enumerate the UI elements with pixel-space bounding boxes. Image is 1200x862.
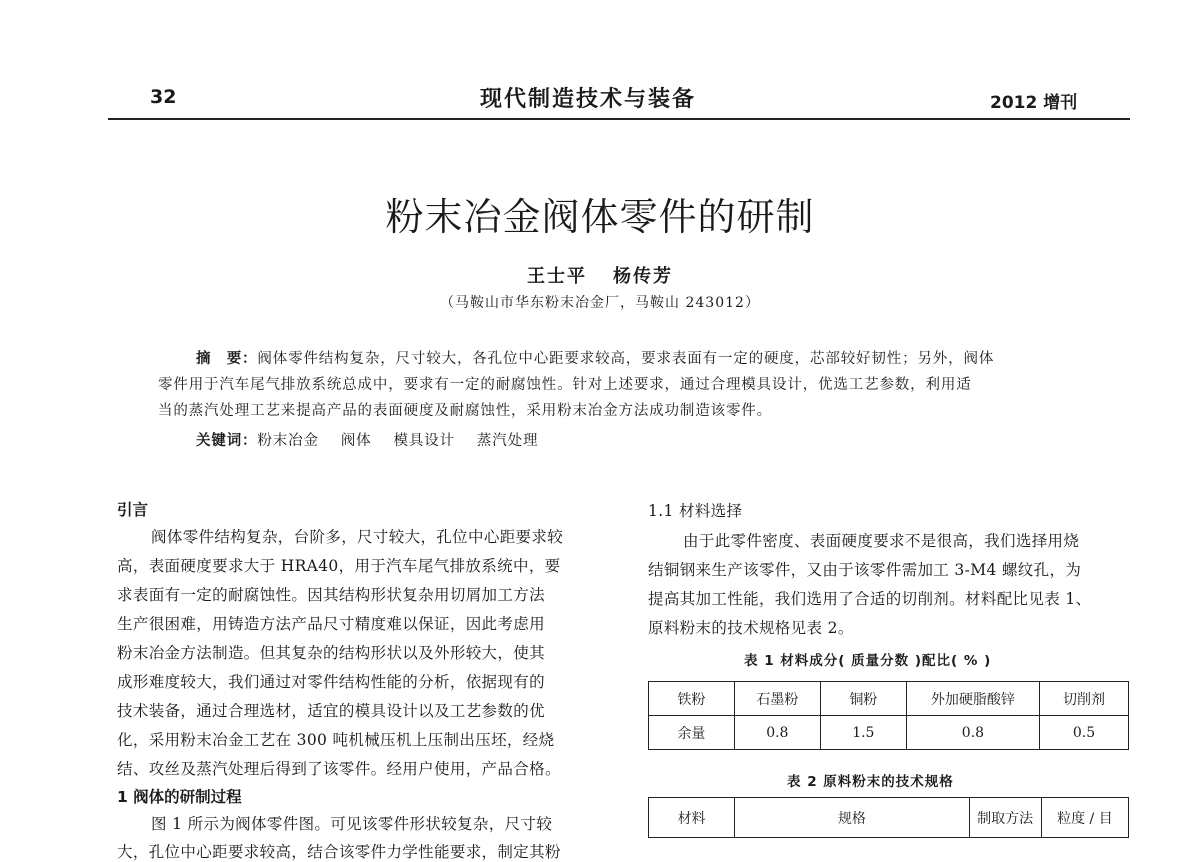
- intro-line-8: 化，采用粉末冶金工艺在 300 吨机械压机上压制出压坯，经烧: [117, 731, 555, 749]
- abstract-line-1: [196, 347, 994, 368]
- table-cell: 0.8: [734, 716, 820, 750]
- table2: [648, 797, 1129, 838]
- table-header-cell: 材料: [649, 798, 735, 838]
- table-cell: 余量: [649, 716, 735, 750]
- author-2: 杨传芳: [613, 266, 673, 287]
- intro-line-7: 技术装备，通过合理选材，适宜的模具设计以及工艺参数的优: [117, 702, 545, 720]
- abstract-line-2: 零件用于汽车尾气排放系统总成中，要求有一定的耐腐蚀性。针对上述要求，通过合理模具设计，优选工艺参数，利用适: [158, 377, 972, 393]
- abstract-line-3: 当的蒸汽处理工艺来提高产品的表面硬度及耐腐蚀性，采用粉末冶金方法成功制造该零件。: [158, 403, 772, 419]
- table-header-cell: 铁粉: [649, 682, 735, 716]
- page-number: 32: [150, 86, 177, 108]
- table-header-cell: 规格: [735, 798, 969, 838]
- intro-line-3: 求表面有一定的耐腐蚀性。因其结构形状复杂用切屑加工方法: [117, 586, 545, 604]
- table-header-cell: 石墨粉: [734, 682, 820, 716]
- table-cell: 0.8: [906, 716, 1039, 750]
- table1-caption: 表 1 材料成分( 质量分数 )配比( % ): [744, 653, 992, 669]
- keywords-line: [196, 429, 560, 450]
- header-rule: [108, 118, 1130, 120]
- article-title: 粉末冶金阀体零件的研制: [385, 195, 815, 239]
- section1-line-2: 大，孔位中心距要求较高，结合该零件力学性能要求，制定其粉: [117, 843, 561, 861]
- subsection-heading: 1.1 材料选择: [648, 502, 743, 520]
- intro-line-2: 高，表面硬度要求大于 HRA40，用于汽车尾气排放系统中，要: [117, 557, 561, 575]
- intro-line-1: 阀体零件结构复杂，台阶多，尺寸较大，孔位中心距要求较: [151, 528, 564, 546]
- affiliation: （马鞍山市华东粉末冶金厂，马鞍山 243012）: [440, 295, 760, 311]
- table-header-cell: 铜粉: [820, 682, 906, 716]
- table-header-cell: 切削剂: [1040, 682, 1129, 716]
- journal-name: 现代制造技术与装备: [480, 86, 697, 112]
- table-cell: 0.5: [1040, 716, 1129, 750]
- table-cell: 1.5: [820, 716, 906, 750]
- intro-heading: 引言: [117, 501, 149, 519]
- keyword-2: 阀体: [340, 433, 372, 449]
- table2-caption: 表 2 原料粉末的技术规格: [787, 774, 954, 790]
- intro-line-6: 成形难度较大，我们通过对零件结构性能的分析，依据现有的: [117, 673, 545, 691]
- section1-line-1: 图 1 所示为阀体零件图。可见该零件形状较复杂，尺寸较: [151, 815, 553, 833]
- keyword-4: 蒸汽处理: [476, 433, 539, 449]
- table-header-row: [649, 682, 1129, 716]
- table1: [648, 681, 1129, 750]
- intro-line-4: 生产很困难，用铸造方法产品尺寸精度难以保证，因此考虑用: [117, 615, 545, 633]
- table-header-cell: 粒度 / 目: [1041, 798, 1128, 838]
- intro-line-9: 结、攻丝及蒸汽处理后得到了该零件。经用户使用，产品合格。: [117, 760, 561, 778]
- keyword-3: 模具设计: [393, 433, 455, 449]
- keywords-label: 关键词：: [196, 433, 258, 449]
- keyword-1: 粉末冶金: [257, 433, 319, 449]
- section1-heading: 1 阀体的研制过程: [117, 788, 242, 806]
- table-row: [649, 716, 1129, 750]
- author-1: 王士平: [527, 266, 587, 287]
- material-line-2: 结铜钢来生产该零件，又由于该零件需加工 3-M4 螺纹孔，为: [648, 561, 1082, 579]
- material-line-4: 原料粉末的技术规格见表 2。: [648, 619, 854, 637]
- material-line-3: 提高其加工性能，我们选用了合适的切削剂。材料配比见表 1、: [648, 590, 1092, 608]
- table-header-row: [649, 798, 1129, 838]
- abstract-text-1: 阀体零件结构复杂，尺寸较大，各孔位中心距要求较高，要求表面有一定的硬度，芯部较好韧性；另外，阀体: [257, 351, 995, 367]
- issue-label: 2012 增刊: [990, 93, 1078, 113]
- material-line-1: 由于此零件密度、表面硬度要求不是很高，我们选择用烧: [683, 532, 1080, 550]
- intro-line-5: 粉末冶金方法制造。但其复杂的结构形状以及外形较大，使其: [117, 644, 545, 662]
- table-header-cell: 制取方法: [969, 798, 1041, 838]
- table-header-cell: 外加硬脂酸锌: [906, 682, 1039, 716]
- abstract-label: 摘 要：: [196, 351, 258, 367]
- authors: [0, 262, 1200, 288]
